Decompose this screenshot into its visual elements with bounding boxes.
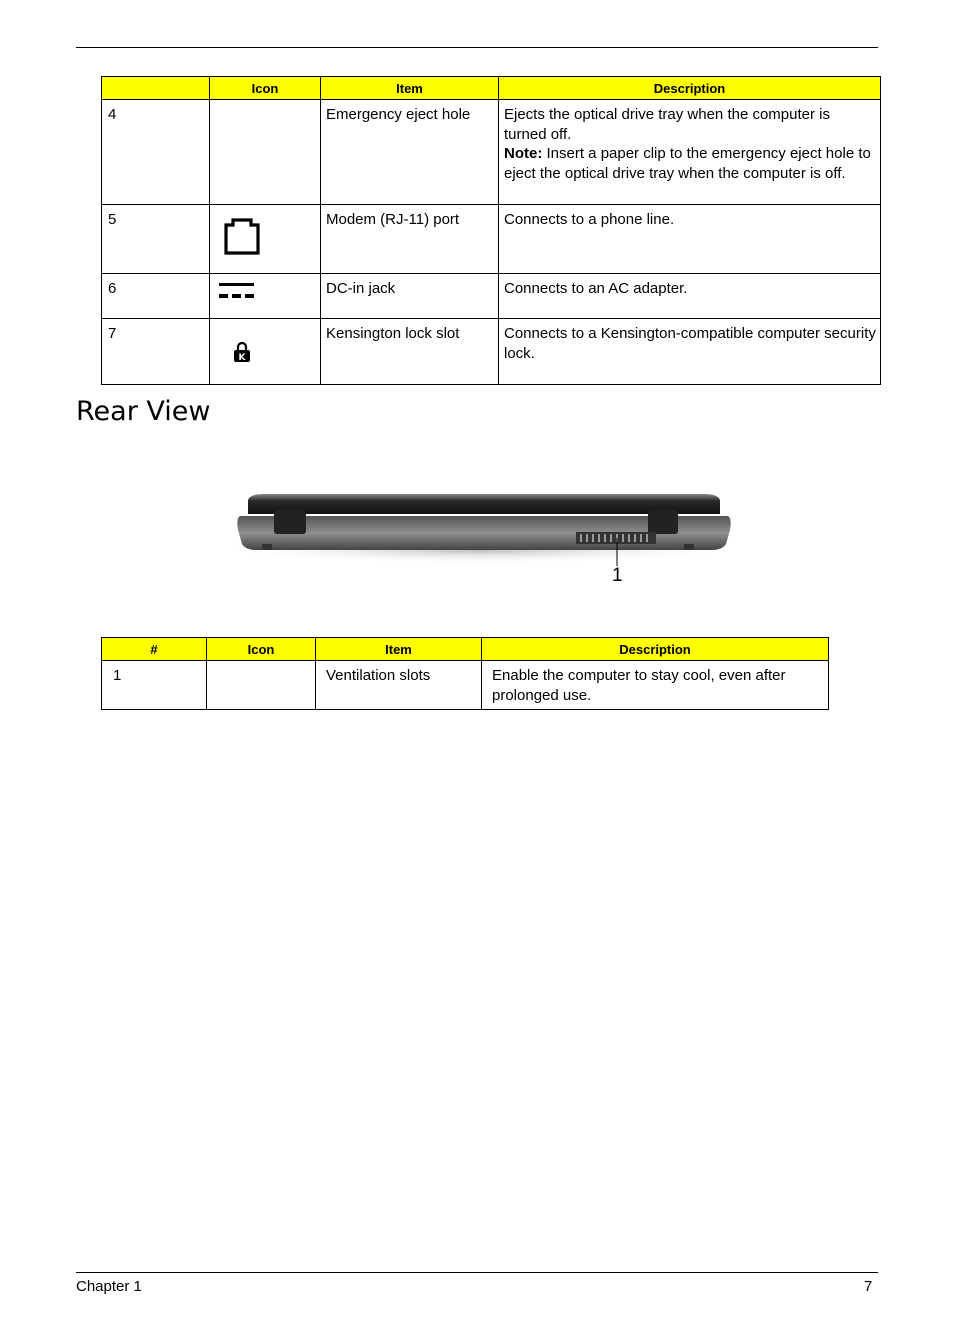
column-header: Icon — [210, 77, 321, 100]
laptop-rear-image — [214, 488, 744, 588]
row-number: 6 — [102, 274, 210, 319]
column-header: Description — [499, 77, 881, 100]
footer-chapter: Chapter 1 — [76, 1278, 142, 1295]
svg-text:K: K — [238, 353, 246, 363]
right-hinge — [648, 510, 678, 534]
rear-view-table — [101, 637, 829, 710]
left-foot — [262, 544, 272, 550]
description-text: Ejects the optical drive tray when the computer is turned off. — [504, 106, 830, 143]
footer-rule — [76, 1272, 878, 1273]
callout-number: 1 — [612, 565, 623, 586]
table-row — [102, 661, 829, 710]
icon-cell — [207, 661, 316, 710]
note-text: Insert a paper clip to the emergency eject hole to eject the optical drive tray when the computer is off. — [504, 145, 871, 182]
note-label: Note: — [504, 145, 543, 162]
kensington-lock-icon — [233, 341, 251, 363]
section-title: Rear View — [76, 396, 211, 427]
description: Connects to a Kensington-compatible computer security lock. — [499, 319, 881, 385]
column-header: Icon — [207, 638, 316, 661]
item-name: Kensington lock slot — [321, 319, 499, 385]
description: Connects to a phone line. — [499, 205, 881, 274]
right-foot — [684, 544, 694, 550]
item-name: DC-in jack — [321, 274, 499, 319]
row-number: 5 — [102, 205, 210, 274]
column-header: Item — [316, 638, 482, 661]
row-number: 7 — [102, 319, 210, 385]
table-row — [102, 205, 881, 274]
table-row — [102, 100, 881, 205]
modem-icon — [222, 217, 262, 257]
item-name: Ventilation slots — [316, 661, 482, 710]
description: Connects to an AC adapter. — [499, 274, 881, 319]
row-number: 4 — [102, 100, 210, 205]
column-header: Item — [321, 77, 499, 100]
icon-cell — [210, 274, 321, 319]
icon-cell — [210, 319, 321, 385]
column-header: Description — [482, 638, 829, 661]
column-header — [102, 77, 210, 100]
icon-cell — [210, 100, 321, 205]
description — [499, 100, 881, 205]
page-number: 7 — [864, 1278, 873, 1295]
row-number: 1 — [102, 661, 207, 710]
table-row — [102, 274, 881, 319]
table-header-row — [102, 77, 881, 100]
ventilation-slots — [576, 532, 656, 544]
description: Enable the computer to stay cool, even after prolonged use. — [482, 661, 829, 710]
icon-cell — [210, 205, 321, 274]
ports-table-continued — [101, 76, 881, 385]
header-rule — [76, 47, 878, 48]
table-row — [102, 319, 881, 385]
item-name: Modem (RJ-11) port — [321, 205, 499, 274]
table-header-row — [102, 638, 829, 661]
dc-in-icon — [219, 281, 255, 303]
left-hinge — [274, 510, 306, 534]
item-name: Emergency eject hole — [321, 100, 499, 205]
column-header: # — [102, 638, 207, 661]
